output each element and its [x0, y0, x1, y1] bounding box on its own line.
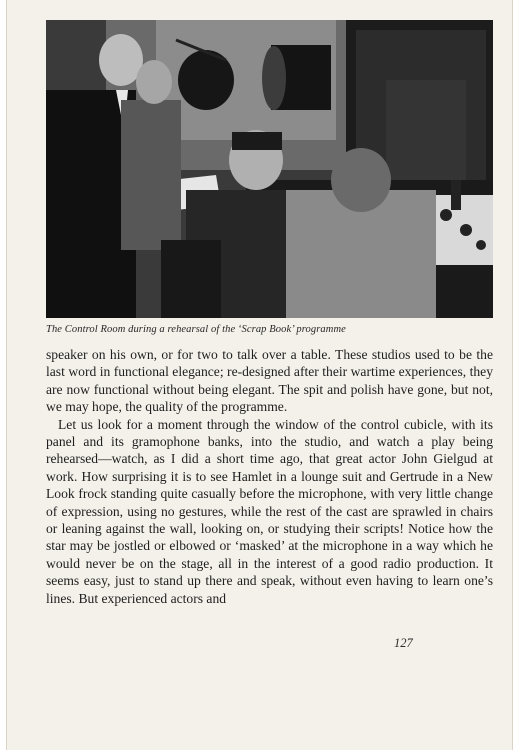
figure-caption: The Control Room during a rehearsal of the ‘Scrap Book’ programme: [46, 324, 346, 335]
control-room-photograph: [46, 20, 493, 318]
page-number: 127: [394, 636, 413, 650]
paragraph: speaker on his own, or for two to talk over a table. These studios used to be the last word in functional elegance; re-designed after their wartime experiences, they are now functional without being elegant. The spit and polish have gone, but not, we may hope, the quality of the programme.: [46, 347, 493, 415]
book-page: [6, 0, 513, 750]
body-text: [46, 346, 493, 607]
photograph-icon: [46, 20, 493, 318]
paragraph: Let us look for a moment through the window of the control cubicle, with its panel and its gramophone banks, into the studio, and watch a play being rehearsed—watch, as I did a short time ago, that great actor John Gielgud at work. How surprising it is to see Hamlet in a lounge suit and Gertrude in a New Look frock standing quite casually before the microphone, with very little change of expression, using no gestures, while the rest of the cast are sprawled in chairs or leaning against the wall, looking on, or studying their scripts! Notice how the star may be jostled or elbowed or ‘masked’ at the microphone in a way which he would never be on the stage, all in the interest of a good radio production. It seems easy, just to stand up there and speak, without even having to learn one’s lines. But experienced actors and: [46, 416, 493, 606]
